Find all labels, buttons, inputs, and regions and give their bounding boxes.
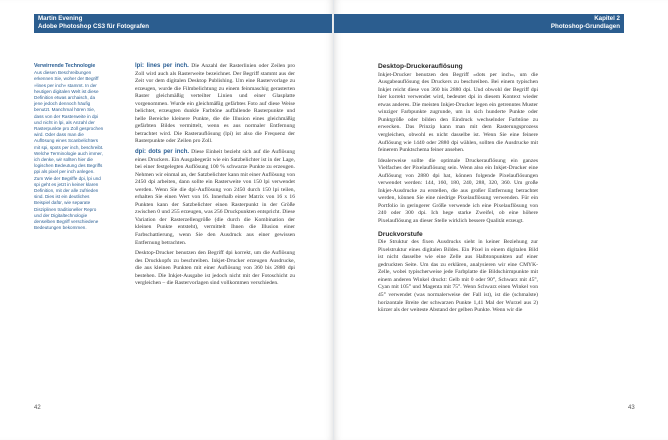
paragraph-lpi-body: Die Anzahl der Rasterlinien oder Zeilen pro Zoll wird auch als Rasterweite bezeichnet. Der Begriff stammt aus der Zeit vor dem digitalen Desktop Publishing. Um eine Rastervorlage zu erzeugen, wurde die Filmbelichtung zu einem feinmaschig gerasterten Raster gleichmäßig verteilter Linien und einer Glasplatte vorgenommen. Wurde ein gleichmäßig gefärbtes Foto auf diese Weise belichtet, erzeugten dunkle Farbtöne auffallende Rasterpunkte und helle Bereiche kleinere Punkte, die die Illusion eines gleichmäßig gefärbten Bildes vermittelt, wenn es aus normaler Entfernung betrachtet wird. Die Rasterauflösung (lpi) ist also die Frequenz der Rasterpunkte oder Zeilen pro Zoll. bbox=[135, 63, 295, 145]
paragraph-desktop-printers bbox=[135, 250, 295, 288]
chapter-label: Kapitel 2 bbox=[594, 15, 620, 22]
chapter-title: Photoshop-Grundlagen bbox=[550, 23, 620, 30]
paragraph-printer-resolution-1: Inkjet-Drucker benutzen den Begriff »dots per inch«, um die Ausgabeauflösung des Druckers zu beschreiben. Bei einem typischen Inkjet reicht diese von 360 bis 2880 dpi. Und obwohl der Begriff dpi hier korrekt verwendet wird, bedeutet dpi in diesem Kontext wieder etwas anderes. Die meisten Inkjet-Drucker legen ein getrenntes Muster winziger Farbpunkte zugrunde, um in sich hunderte Punkte oder Punktgröße oder bilden den Eindruck wechselnder Farbtöne zu erwecken. Das Prinzip kann man mit dem Rasterungsprozess vergleichen, obwohl es nicht dasselbe ist. Wenn Sie eine feinere Auflösung wie 1440 oder 2880 dpi wählen, sollten die Ausdrucke mit feinerem Punktschema feiner ansehen. bbox=[378, 71, 538, 154]
page-number-left: 42 bbox=[34, 405, 41, 411]
paragraph-desktop-printers-body: Desktop-Drucker benutzen den Begriff dpi korrekt, um die Auflösung des Druckkopfs zu beschreiben. Inkjet-Drucker erzeugen Ausdrucke, die aus kleinen Punkten mit einer Auflösung von 360 bis 2880 dpi bestehen. Die Inkjet-Ausgabe ist jedoch nicht mit der Fotoschicht zu vergleichen – die Rastervorlagen sind vollkommen verschieden. bbox=[135, 250, 295, 287]
right-main-column bbox=[378, 63, 538, 318]
paragraph-prepress-1: Die Struktur des fixen Ausdrucks sieht in keiner Beziehung zur Pixelstruktur eines digitalen Bildes. Ein Pixel in einem digitalen Bild ist nicht dasselbe wie eine Zelle aus Halbtonpunkten auf einer gedruckten Seite. Um das zu erklären, analysieren wir eine CMYK-Zelle, wobei typischerweise jede Farbplatte die Bildschirmpunkte mit einem anderen Winkel druckt: Gelb mit 0 oder 90°, Schwarz mit 45°, Cyan mit 105° und Magenta mit 75°. Wenn Schwarz einen Winkel von 45° verwendet (was normalerweise der Fall ist), ist die (schmalste) horizontale Breite der schwarzen Punkte 1,41 Mal der Wurzel aus 2) kürzer als der weiteste Abstand der gelben Punkte. Wenn wir die bbox=[378, 239, 538, 314]
sidebar-body: Aus diesen Beschreibungen erkennen Sie, woher der Begriff »lines per inch« stammt. In der heutigen digitalen Welt ist diese Definition etwas archaisch, da jene jedoch dennoch häufig benutzt. Manchmal hören Sie, dass von der Rasterweite in dpi und nicht in lpi, als Anzahl der Rasterpunkte pro Zoll gesprochen wird. Oder dass man die Auflösung eines Scanbelichters mit spi, spots per inch, beschreibt. Welche Terminologie auch immer, ich denke, wir sollten hier die logischen Bedeutung des Begriffs ppi als pixel per inch anlegen. Zum Wie der Begriffe dpi, lpi und spi geht es jetzt in keiner klaren Definition, mit der alle zufrieden sind. Dies ist ein deutliches Beispiel dafür, wie separate Disziplinen traditioneller Repro und der Digitaltechnologie denselben Begriff verschiedene Bedeutungen bekommen. bbox=[34, 70, 104, 231]
sidebar-box bbox=[34, 63, 104, 231]
left-page-header bbox=[34, 14, 332, 33]
right-page bbox=[334, 0, 668, 440]
section-heading-prepress: Druckvorstufe bbox=[378, 230, 423, 238]
paragraph-printer-resolution-2: Idealerweise sollte die optimale Druckerauflösung ein ganzes Vielfaches der Pixelauflösung sein. Wenn also ein Inkjet-Drucker eine Auflösung von 2880 dpi hat, können folgende Pixelauflösungen verwendet werden: 144, 160, 180, 240, 288, 320, 360. Um große Inkjet-Ausdrucke zu erstellen, die aus großer Entfernung betrachtet werden, können Sie eine niedrige Pixelauflösung verwenden. Für ein Portfolio in geringerer Größe verwende ich eine Pixelauflösung von 240 oder 300 dpi. Ich hege starke Zweifel, ob eine höhere Pixelauflösung an dieser Stelle wirklich bessere Qualität erzeugt. bbox=[378, 157, 538, 224]
paragraph-lpi bbox=[135, 63, 295, 146]
paragraph-dpi bbox=[135, 149, 295, 247]
term-dpi: dpi: dots per inch. bbox=[135, 149, 190, 156]
term-lpi: lpi: lines per inch. bbox=[135, 63, 189, 69]
paragraph-dpi-body: Diese Einheit bezieht sich auf die Auflösung eines Druckers. Ein Ausgabegerät wie ein Satzbelichter ist in der Lage, bei einer festgelegten Auflösung 100 % schwarze Punkte zu erzeugen. Nehmen wir einmal an, der Satzbelichter kann mit einer Auflösung von 2450 dpi arbeiten, dann sollte ein Rasterweite von 150 lpi verwendet werden. Wenn Sie die dpi-Auflösung von 2450 durch 150 lpi teilen, erhalten Sie einen Wert von 16. Innerhalb einer Matrix von 16 x 16 Punkten kann der Satzbelichter einen Rasterpunkt in der Größe zwischen 0 und 255 erzeugen, was 256 Druckpunkten entspricht. Diese Variation der Rasterzellengröße (die durch die Kombination der kleinen Punkte entsteht), vermittelt Ihnen die Illusion einer Farbschattierung, wenn Sie den Ausdruck aus einer gewissen Entfernung betrachten. bbox=[135, 149, 296, 246]
page-number-right: 43 bbox=[628, 405, 635, 411]
author-name: Martin Evening bbox=[38, 15, 83, 22]
sidebar-title: Verwirrende Technologie bbox=[34, 63, 96, 69]
book-title: Adobe Photoshop CS3 für Fotografen bbox=[38, 23, 150, 30]
left-main-column bbox=[135, 63, 295, 291]
right-page-header bbox=[334, 14, 624, 33]
section-heading-printer-resolution: Desktop-Druckerauflösung bbox=[378, 63, 463, 70]
